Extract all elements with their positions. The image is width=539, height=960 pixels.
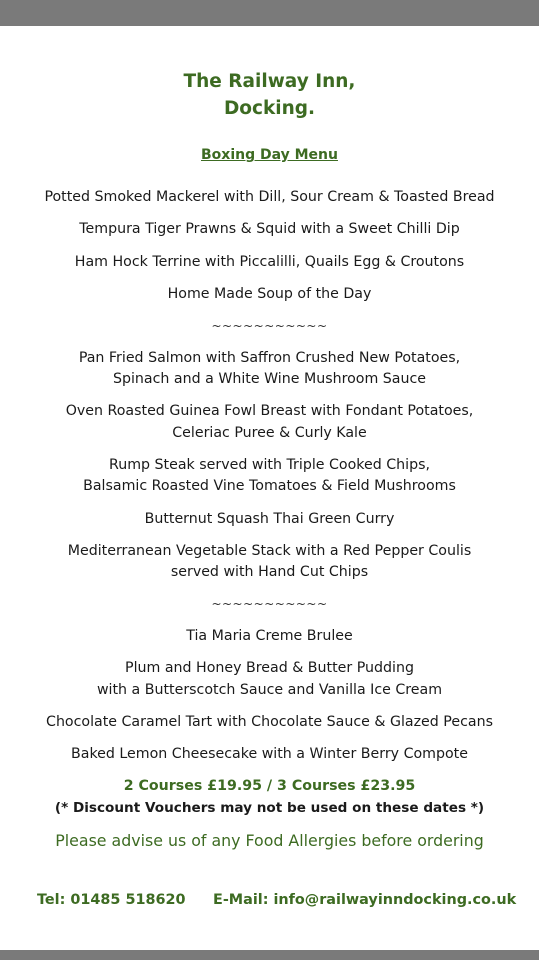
pricing: 2 Courses £19.95 / 3 Courses £23.95 (123, 778, 416, 794)
email-label: E-Mail: (213, 892, 269, 908)
dessert-item-line1: Tia Maria Creme Brulee (186, 628, 353, 644)
main-item-line2: served with Hand Cut Chips (170, 564, 369, 580)
dessert-item-line1: Plum and Honey Bread & Butter Pudding (125, 660, 414, 676)
main-item-line1: Butternut Squash Thai Green Curry (144, 511, 395, 527)
main-item-line2: Balsamic Roasted Vine Tomatoes & Field Mushrooms (83, 478, 456, 494)
main-item-line1: Oven Roasted Guinea Fowl Breast with Fondant Potatoes, (65, 403, 474, 419)
main-item-line2: Celeriac Puree & Curly Kale (172, 425, 367, 441)
starter-item: Home Made Soup of the Day (167, 286, 372, 302)
telephone-number: 01485 518620 (70, 892, 186, 908)
telephone (37, 891, 186, 909)
telephone-label: Tel: (37, 892, 66, 908)
allergy-note: Please advise us of any Food Allergies before ordering (55, 831, 484, 850)
main-item-line1: Pan Fried Salmon with Saffron Crushed New Potatoes, (78, 350, 461, 366)
main-item-line2: Spinach and a White Wine Mushroom Sauce (112, 371, 427, 387)
starter-item: Tempura Tiger Prawns & Squid with a Sweet Chilli Dip (79, 221, 460, 237)
bottom-frame-bar (0, 950, 539, 960)
course-separator: ~~~~~~~~~~~ (211, 597, 328, 611)
dessert-item-line2: with a Butterscotch Sauce and Vanilla Ice Cream (96, 682, 443, 698)
menu-title-line2: Docking. (223, 98, 316, 119)
main-item-line1: Mediterranean Vegetable Stack with a Red Pepper Coulis (67, 543, 472, 559)
starter-item: Ham Hock Terrine with Piccalilli, Quails Egg & Croutons (74, 254, 465, 270)
voucher-note: (* Discount Vouchers may not be used on these dates *) (54, 800, 485, 816)
course-separator: ~~~~~~~~~~~ (211, 319, 328, 333)
menu-subtitle: Boxing Day Menu (201, 147, 338, 163)
starter-item: Potted Smoked Mackerel with Dill, Sour Cream & Toasted Bread (44, 189, 495, 205)
dessert-item-line1: Baked Lemon Cheesecake with a Winter Berry Compote (71, 746, 468, 762)
email-address[interactable]: info@railwayinndocking.co.uk (273, 892, 517, 908)
main-item-line1: Rump Steak served with Triple Cooked Chips, (109, 457, 430, 473)
top-frame-bar (0, 0, 539, 26)
dessert-item-line1: Chocolate Caramel Tart with Chocolate Sauce & Glazed Pecans (46, 714, 493, 730)
email (213, 891, 516, 909)
menu-title-line1: The Railway Inn, (183, 71, 356, 92)
